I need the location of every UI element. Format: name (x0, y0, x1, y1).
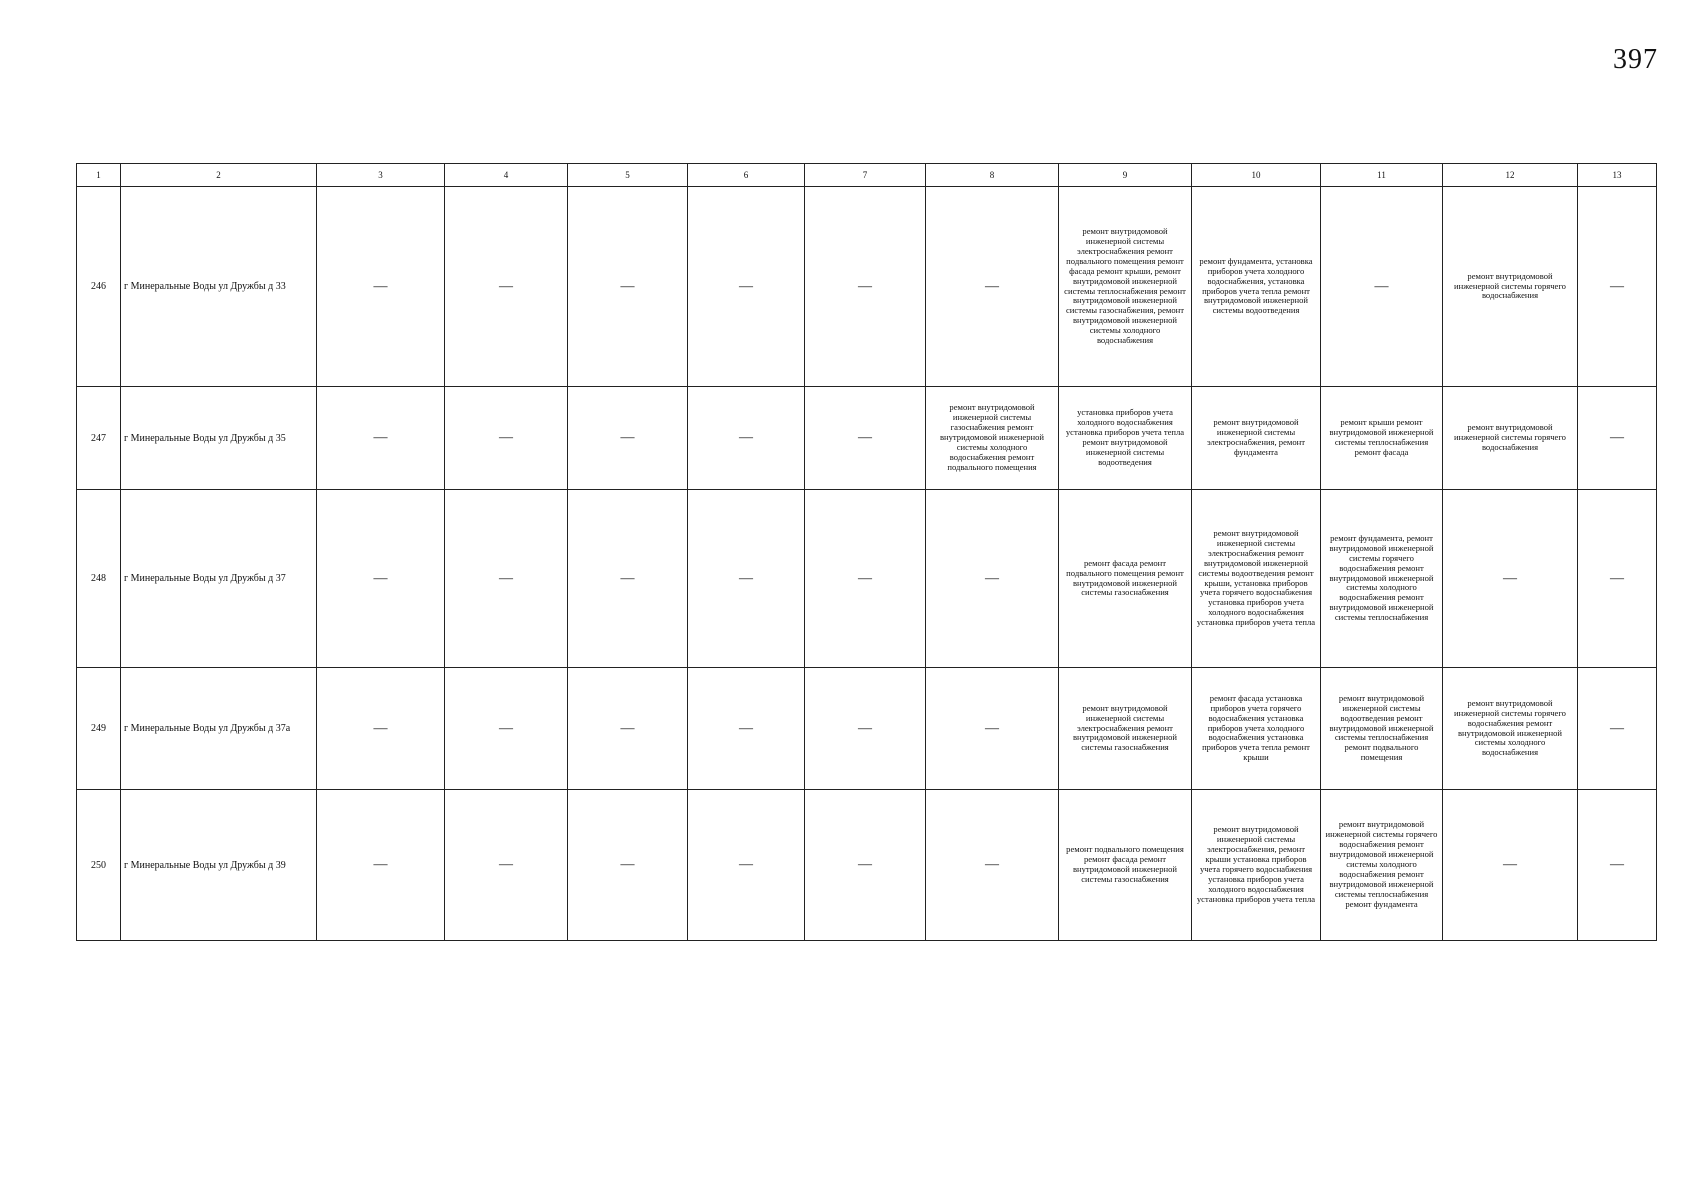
works-cell: ремонт внутридомовой инженерной системы горячего водоснабжения (1443, 387, 1578, 490)
table-row (77, 790, 1657, 941)
works-cell: ремонт внутридомовой инженерной системы электроснабжения, ремонт фундамента (1192, 387, 1321, 490)
works-cell: ремонт внутридомовой инженерной системы горячего водоснабжения (1443, 187, 1578, 387)
empty-dash-cell: — (926, 668, 1059, 790)
column-header: 11 (1321, 164, 1443, 187)
works-cell: ремонт внутридомовой инженерной системы электроснабжения ремонт внутридомовой инженерной системы газоснабжения (1059, 668, 1192, 790)
row-number: 246 (77, 187, 121, 387)
table-row (77, 668, 1657, 790)
column-header: 9 (1059, 164, 1192, 187)
column-header: 4 (445, 164, 568, 187)
empty-dash-cell: — (568, 790, 688, 941)
empty-dash-cell: — (1321, 187, 1443, 387)
table-row (77, 387, 1657, 490)
table-row (77, 187, 1657, 387)
empty-dash-cell: — (1578, 387, 1657, 490)
works-cell: установка приборов учета холодного водоснабжения установка приборов учета тепла ремонт внутридомовой инженерной системы водоотведения (1059, 387, 1192, 490)
address-cell: г Минеральные Воды ул Дружбы д 33 (121, 187, 317, 387)
works-cell: ремонт внутридомовой инженерной системы водоотведения ремонт внутридомовой инженерной системы теплоснабжения ремонт подвального помещения (1321, 668, 1443, 790)
empty-dash-cell: — (317, 187, 445, 387)
works-cell: ремонт внутридомовой инженерной системы горячего водоснабжения ремонт внутридомовой инженерной системы холодного водоснабжения (1443, 668, 1578, 790)
column-header: 2 (121, 164, 317, 187)
empty-dash-cell: — (568, 387, 688, 490)
empty-dash-cell: — (317, 490, 445, 668)
repair-schedule-table (76, 163, 1657, 941)
works-cell: ремонт фундамента, ремонт внутридомовой инженерной системы горячего водоснабжения ремонт внутридомовой инженерной системы холодного водоснабжения ремонт внутридомовой инженерной системы теплоснабжения (1321, 490, 1443, 668)
address-cell: г Минеральные Воды ул Дружбы д 35 (121, 387, 317, 490)
empty-dash-cell: — (805, 668, 926, 790)
column-header: 7 (805, 164, 926, 187)
empty-dash-cell: — (926, 187, 1059, 387)
column-header: 10 (1192, 164, 1321, 187)
works-cell: ремонт фундамента, установка приборов учета холодного водоснабжения, установка приборов учета тепла ремонт внутридомовой инженерной системы водоотведения (1192, 187, 1321, 387)
empty-dash-cell: — (1443, 790, 1578, 941)
empty-dash-cell: — (688, 187, 805, 387)
empty-dash-cell: — (688, 668, 805, 790)
column-header: 3 (317, 164, 445, 187)
empty-dash-cell: — (568, 668, 688, 790)
address-cell: г Минеральные Воды ул Дружбы д 39 (121, 790, 317, 941)
address-cell: г Минеральные Воды ул Дружбы д 37а (121, 668, 317, 790)
address-cell: г Минеральные Воды ул Дружбы д 37 (121, 490, 317, 668)
empty-dash-cell: — (1578, 187, 1657, 387)
empty-dash-cell: — (568, 490, 688, 668)
works-cell: ремонт фасада установка приборов учета горячего водоснабжения установка приборов учета холодного водоснабжения установка приборов учета тепла ремонт крыши (1192, 668, 1321, 790)
column-header: 13 (1578, 164, 1657, 187)
empty-dash-cell: — (568, 187, 688, 387)
empty-dash-cell: — (445, 790, 568, 941)
empty-dash-cell: — (805, 790, 926, 941)
empty-dash-cell: — (805, 490, 926, 668)
empty-dash-cell: — (1578, 668, 1657, 790)
row-number: 248 (77, 490, 121, 668)
empty-dash-cell: — (1578, 790, 1657, 941)
empty-dash-cell: — (688, 790, 805, 941)
empty-dash-cell: — (1578, 490, 1657, 668)
empty-dash-cell: — (317, 387, 445, 490)
empty-dash-cell: — (926, 490, 1059, 668)
column-header: 8 (926, 164, 1059, 187)
page-number: 397 (1613, 44, 1658, 75)
works-cell: ремонт фасада ремонт подвального помещения ремонт внутридомовой инженерной системы газоснабжения (1059, 490, 1192, 668)
empty-dash-cell: — (688, 387, 805, 490)
table-row (77, 490, 1657, 668)
column-header: 1 (77, 164, 121, 187)
row-number: 250 (77, 790, 121, 941)
empty-dash-cell: — (926, 790, 1059, 941)
empty-dash-cell: — (445, 387, 568, 490)
header-row (77, 164, 1657, 187)
works-cell: ремонт внутридомовой инженерной системы газоснабжения ремонт внутридомовой инженерной системы холодного водоснабжения ремонт подвального помещения (926, 387, 1059, 490)
works-cell: ремонт подвального помещения ремонт фасада ремонт внутридомовой инженерной системы газоснабжения (1059, 790, 1192, 941)
empty-dash-cell: — (1443, 490, 1578, 668)
works-cell: ремонт внутридомовой инженерной системы горячего водоснабжения ремонт внутридомовой инженерной системы холодного водоснабжения ремонт внутридомовой инженерной системы теплоснабжения ремонт фундамента (1321, 790, 1443, 941)
empty-dash-cell: — (688, 490, 805, 668)
works-cell: ремонт крыши ремонт внутридомовой инженерной системы теплоснабжения ремонт фасада (1321, 387, 1443, 490)
empty-dash-cell: — (445, 668, 568, 790)
empty-dash-cell: — (445, 187, 568, 387)
column-header: 12 (1443, 164, 1578, 187)
empty-dash-cell: — (317, 790, 445, 941)
empty-dash-cell: — (805, 387, 926, 490)
column-header: 5 (568, 164, 688, 187)
empty-dash-cell: — (805, 187, 926, 387)
row-number: 247 (77, 387, 121, 490)
works-cell: ремонт внутридомовой инженерной системы электроснабжения ремонт подвального помещения ремонт фасада ремонт крыши, ремонт внутридомовой инженерной системы теплоснабжения ремонт внутридомовой инженерной системы газоснабжения, ремонт внутридомовой инженерной системы холодного водоснабжения (1059, 187, 1192, 387)
works-cell: ремонт внутридомовой инженерной системы электроснабжения, ремонт крыши установка приборов учета горячего водоснабжения установка приборов учета холодного водоснабжения установка приборов учета тепла (1192, 790, 1321, 941)
empty-dash-cell: — (317, 668, 445, 790)
empty-dash-cell: — (445, 490, 568, 668)
column-header: 6 (688, 164, 805, 187)
works-cell: ремонт внутридомовой инженерной системы электроснабжения ремонт внутридомовой инженерной системы водоотведения ремонт крыши, установка приборов учета горячего водоснабжения установка приборов учета холодного водоснабжения установка приборов учета тепла (1192, 490, 1321, 668)
row-number: 249 (77, 668, 121, 790)
